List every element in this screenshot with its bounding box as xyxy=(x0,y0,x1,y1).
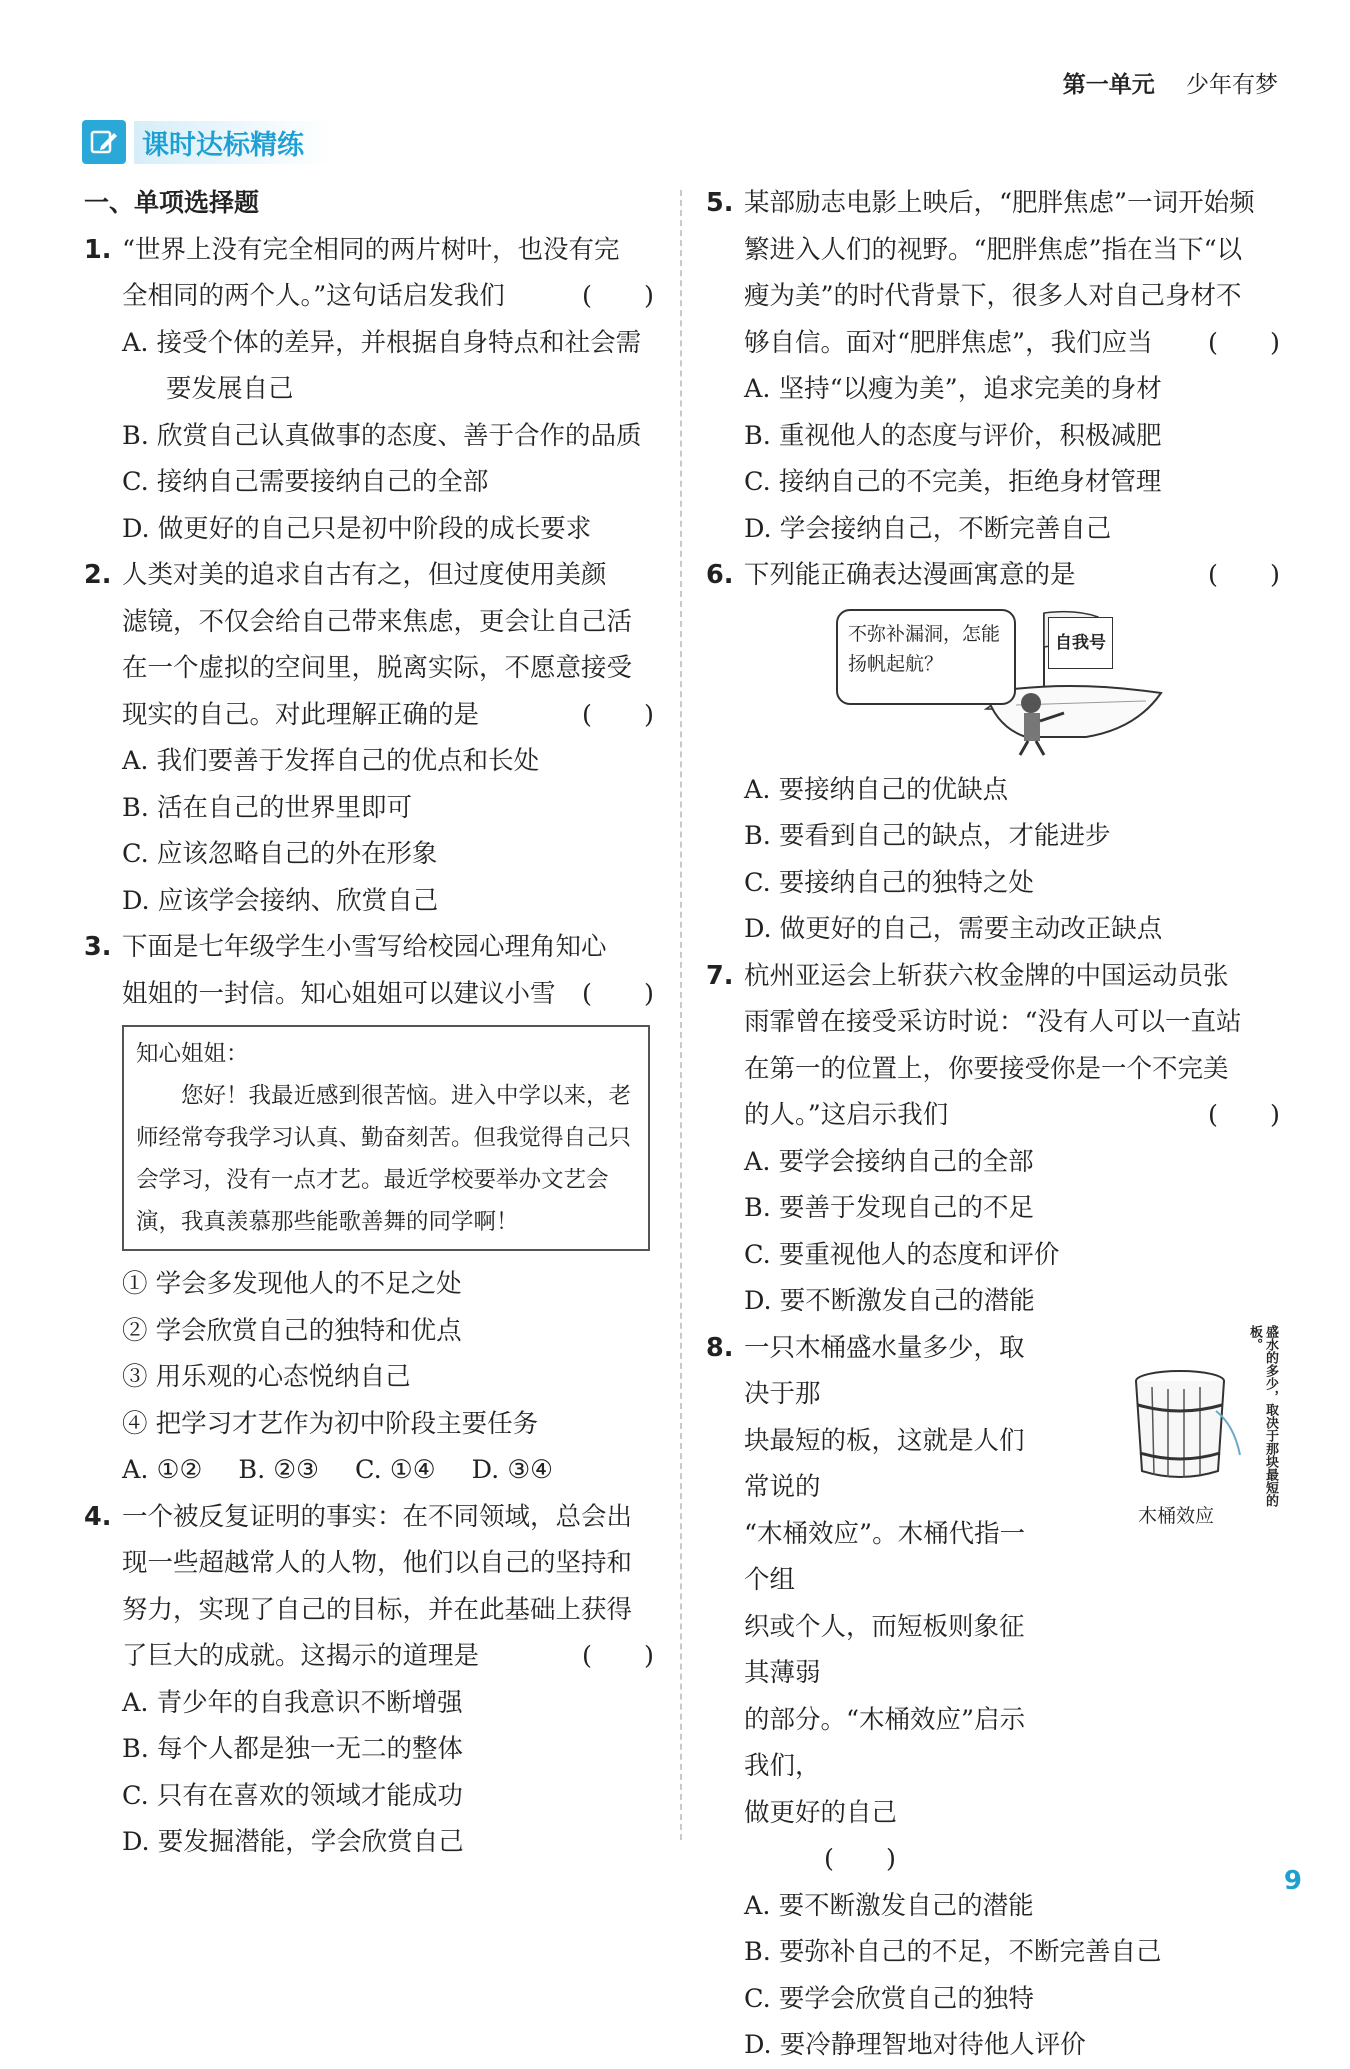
option-c[interactable]: C. 接纳自己需要接纳自己的全部 xyxy=(122,467,489,497)
question-stem: 雨霏曾在接受采访时说：“没有人可以一直站 xyxy=(744,1007,1242,1037)
option-b[interactable]: B. ②③ xyxy=(238,1455,320,1485)
unit-label: 第一单元 xyxy=(1062,72,1155,98)
option-a[interactable]: A. 要不断激发自己的潜能 xyxy=(744,1890,1034,1921)
question-stem: 一只木桶盛水量多少，取决于那 xyxy=(744,1332,1025,1409)
question-5 xyxy=(706,180,1280,366)
question-stem: “世界上没有完全相同的两片树叶，也没有完 xyxy=(122,234,620,265)
option-c[interactable]: C. 只有在喜欢的领域才能成功 xyxy=(122,1780,463,1811)
question-stem: “木桶效应”。木桶代指一个组 xyxy=(744,1518,1026,1595)
option-b[interactable]: B. 要看到自己的缺点，才能进步 xyxy=(744,821,1111,851)
question-8 xyxy=(706,1325,1280,1883)
question-1 xyxy=(84,227,654,320)
option-c[interactable]: C. 要学会欣赏自己的独特 xyxy=(744,1983,1034,2014)
statement-1: ① 学会多发现他人的不足之处 xyxy=(122,1269,462,1299)
question-7 xyxy=(706,953,1280,1139)
question-number: 6. xyxy=(706,560,734,590)
question-stem: 一个被反复证明的事实：在不同领域，总会出 xyxy=(122,1501,633,1532)
option-b[interactable]: B. 重视他人的态度与评价，积极减肥 xyxy=(744,420,1162,451)
question-3 xyxy=(84,924,654,1017)
option-d[interactable]: D. 要冷静理智地对待他人评价 xyxy=(744,2030,1086,2060)
question-stem: 下面是七年级学生小雪写给校园心理角知心 xyxy=(122,932,607,962)
question-stem: 现一些超越常人的人物，他们以自己的坚持和 xyxy=(122,1548,633,1578)
question-stem: 块最短的板，这就是人们常说的 xyxy=(744,1425,1025,1502)
option-c[interactable]: C. ①④ xyxy=(355,1455,436,1485)
option-b[interactable]: B. 欣赏自己认真做事的态度、善于合作的品质 xyxy=(122,420,642,451)
option-d[interactable]: D. 学会接纳自己，不断完善自己 xyxy=(744,513,1112,544)
question-6 xyxy=(706,552,1280,599)
option-d[interactable]: D. 做更好的自己，需要主动改正缺点 xyxy=(744,914,1163,944)
question-stem: 瘦为美”的时代背景下，很多人对自己身材不 xyxy=(744,281,1242,311)
question-stem: 做更好的自己 ( ) xyxy=(744,1790,1044,1883)
question-stem: 在第一的位置上，你要接受你是一个不完美 xyxy=(744,1053,1229,1084)
option-d[interactable]: D. 要发掘潜能，学会欣赏自己 xyxy=(122,1827,464,1857)
option-c[interactable]: C. 应该忽略自己的外在形象 xyxy=(122,839,438,869)
option-b[interactable]: B. 活在自己的世界里即可 xyxy=(122,792,412,823)
option-c[interactable]: C. 要重视他人的态度和评价 xyxy=(744,1239,1060,1270)
question-stem: 繁进入人们的视野。“肥胖焦虑”指在当下“以 xyxy=(744,234,1243,265)
unit-title: 少年有梦 xyxy=(1186,72,1278,98)
flag-label: 自我号 xyxy=(1048,617,1113,670)
question-stem: 杭州亚运会上斩获六枚金牌的中国运动员张 xyxy=(744,960,1229,991)
statement-2: ② 学会欣赏自己的独特和优点 xyxy=(122,1315,462,1346)
option-d[interactable]: D. 应该学会接纳、欣赏自己 xyxy=(122,885,439,916)
answer-blank[interactable]: ( ) xyxy=(582,978,654,1009)
question-stem: 织或个人，而短板则象征其薄弱 xyxy=(744,1611,1025,1688)
letter-box xyxy=(122,1025,650,1251)
question-stem: 姐姐的一封信。知心姐姐可以建议小雪 ( ) xyxy=(122,971,654,1018)
answer-blank[interactable]: ( ) xyxy=(582,281,654,311)
option-a[interactable]: A. 我们要善于发挥自己的优点和长处 xyxy=(122,746,540,776)
statement-4: ④ 把学习才艺作为初中阶段主要任务 xyxy=(122,1408,539,1439)
question-2 xyxy=(84,552,654,738)
letter-body: 您好！我最近感到很苦恼。进入中学以来，老师经常夸我学习认真、勤奋刻苦。但我觉得自己只会学习，没有一点才艺。最近学校要举办文艺会演，我真羡慕那些能歌善舞的同学啊！ xyxy=(136,1083,632,1235)
question-stem: 某部励志电影上映后，“肥胖焦虑”一词开始频 xyxy=(744,188,1255,218)
question-number: 7. xyxy=(706,960,734,991)
question-number: 2. xyxy=(84,560,112,590)
question-number: 1. xyxy=(84,234,112,265)
question-stem: 下列能正确表达漫画寓意的是 ( ) xyxy=(744,552,1280,599)
option-d[interactable]: D. ③④ xyxy=(471,1455,554,1485)
question-stem: 的人。”这启示我们 ( ) xyxy=(744,1092,1280,1139)
option-d[interactable]: D. 要不断激发自己的潜能 xyxy=(744,1286,1035,1316)
question-stem: 努力，实现了自己的目标，并在此基础上获得 xyxy=(122,1594,633,1625)
section-banner xyxy=(82,120,332,164)
column-divider xyxy=(680,190,682,1840)
figure-caption: 木桶效应 xyxy=(1138,1504,1215,1527)
barrel-illustration xyxy=(1130,1325,1250,1485)
question-stem: 现实的自己。对此理解正确的是 ( ) xyxy=(122,692,654,739)
left-column xyxy=(84,180,654,1866)
answer-blank[interactable]: ( ) xyxy=(1208,327,1280,358)
question-number: 5. xyxy=(706,188,734,218)
question-stem: 在一个虚拟的空间里，脱离实际，不愿意接受 xyxy=(122,653,633,683)
option-a[interactable]: A. ①② xyxy=(122,1455,203,1485)
option-b[interactable]: B. 要弥补自己的不足，不断完善自己 xyxy=(744,1937,1162,1967)
page-header xyxy=(1063,66,1278,99)
option-a[interactable]: A. 青少年的自我意识不断增强 xyxy=(122,1687,463,1718)
letter-greeting: 知心姐姐： xyxy=(136,1041,249,1067)
question-number: 3. xyxy=(84,932,112,962)
question-stem: 够自信。面对“肥胖焦虑”，我们应当 ( ) xyxy=(744,320,1280,367)
figure-note: 盛水的多少，取决于那块最短的板。 xyxy=(1247,1324,1278,1507)
pencil-icon xyxy=(82,120,126,164)
question-number: 4. xyxy=(84,1501,112,1532)
option-a[interactable]: A. 坚持“以瘦为美”，追求完美的身材 xyxy=(744,374,1162,404)
page-number: 9 xyxy=(1283,1866,1302,1896)
question-stem: 滤镜，不仅会给自己带来焦虑，更会让自己活 xyxy=(122,606,633,637)
option-d[interactable]: D. 做更好的自己只是初中阶段的成长要求 xyxy=(122,513,592,544)
option-c[interactable]: C. 接纳自己的不完美，拒绝身材管理 xyxy=(744,467,1162,497)
section-heading: 一、单项选择题 xyxy=(84,188,260,217)
option-b[interactable]: B. 要善于发现自己的不足 xyxy=(744,1193,1034,1223)
answer-blank[interactable]: ( ) xyxy=(582,1641,654,1671)
question-stem: 的部分。“木桶效应”启示我们， xyxy=(744,1704,1026,1781)
question-stem: 人类对美的追求自古有之，但过度使用美颜 xyxy=(122,560,607,590)
banner-title: 课时达标精练 xyxy=(134,121,332,164)
answer-blank[interactable]: ( ) xyxy=(1208,560,1280,590)
option-row xyxy=(84,1447,654,1494)
option-a[interactable]: A. 接受个体的差异，并根据自身特点和社会需要发展自己 xyxy=(122,327,642,404)
statement-3: ③ 用乐观的心态悦纳自己 xyxy=(122,1362,411,1392)
question-4 xyxy=(84,1494,654,1680)
barrel-figure xyxy=(1130,1325,1280,1525)
answer-blank[interactable]: ( ) xyxy=(824,1844,896,1874)
speech-bubble: 不弥补漏洞，怎能扬帆起航？ xyxy=(836,609,1016,705)
option-a[interactable]: A. 要接纳自己的优缺点 xyxy=(744,774,1009,805)
answer-blank[interactable]: ( ) xyxy=(582,699,654,730)
right-column xyxy=(706,180,1280,2069)
option-c[interactable]: C. 要接纳自己的独特之处 xyxy=(744,867,1034,898)
option-b[interactable]: B. 每个人都是独一无二的整体 xyxy=(122,1734,463,1764)
question-stem: 了巨大的成就。这揭示的道理是 ( ) xyxy=(122,1633,654,1680)
cartoon-illustration xyxy=(836,609,1166,759)
option-a[interactable]: A. 要学会接纳自己的全部 xyxy=(744,1146,1034,1177)
question-stem: 全相同的两个人。”这句话启发我们 ( ) xyxy=(122,273,654,320)
answer-blank[interactable]: ( ) xyxy=(1208,1100,1280,1130)
question-number: 8. xyxy=(706,1332,734,1363)
